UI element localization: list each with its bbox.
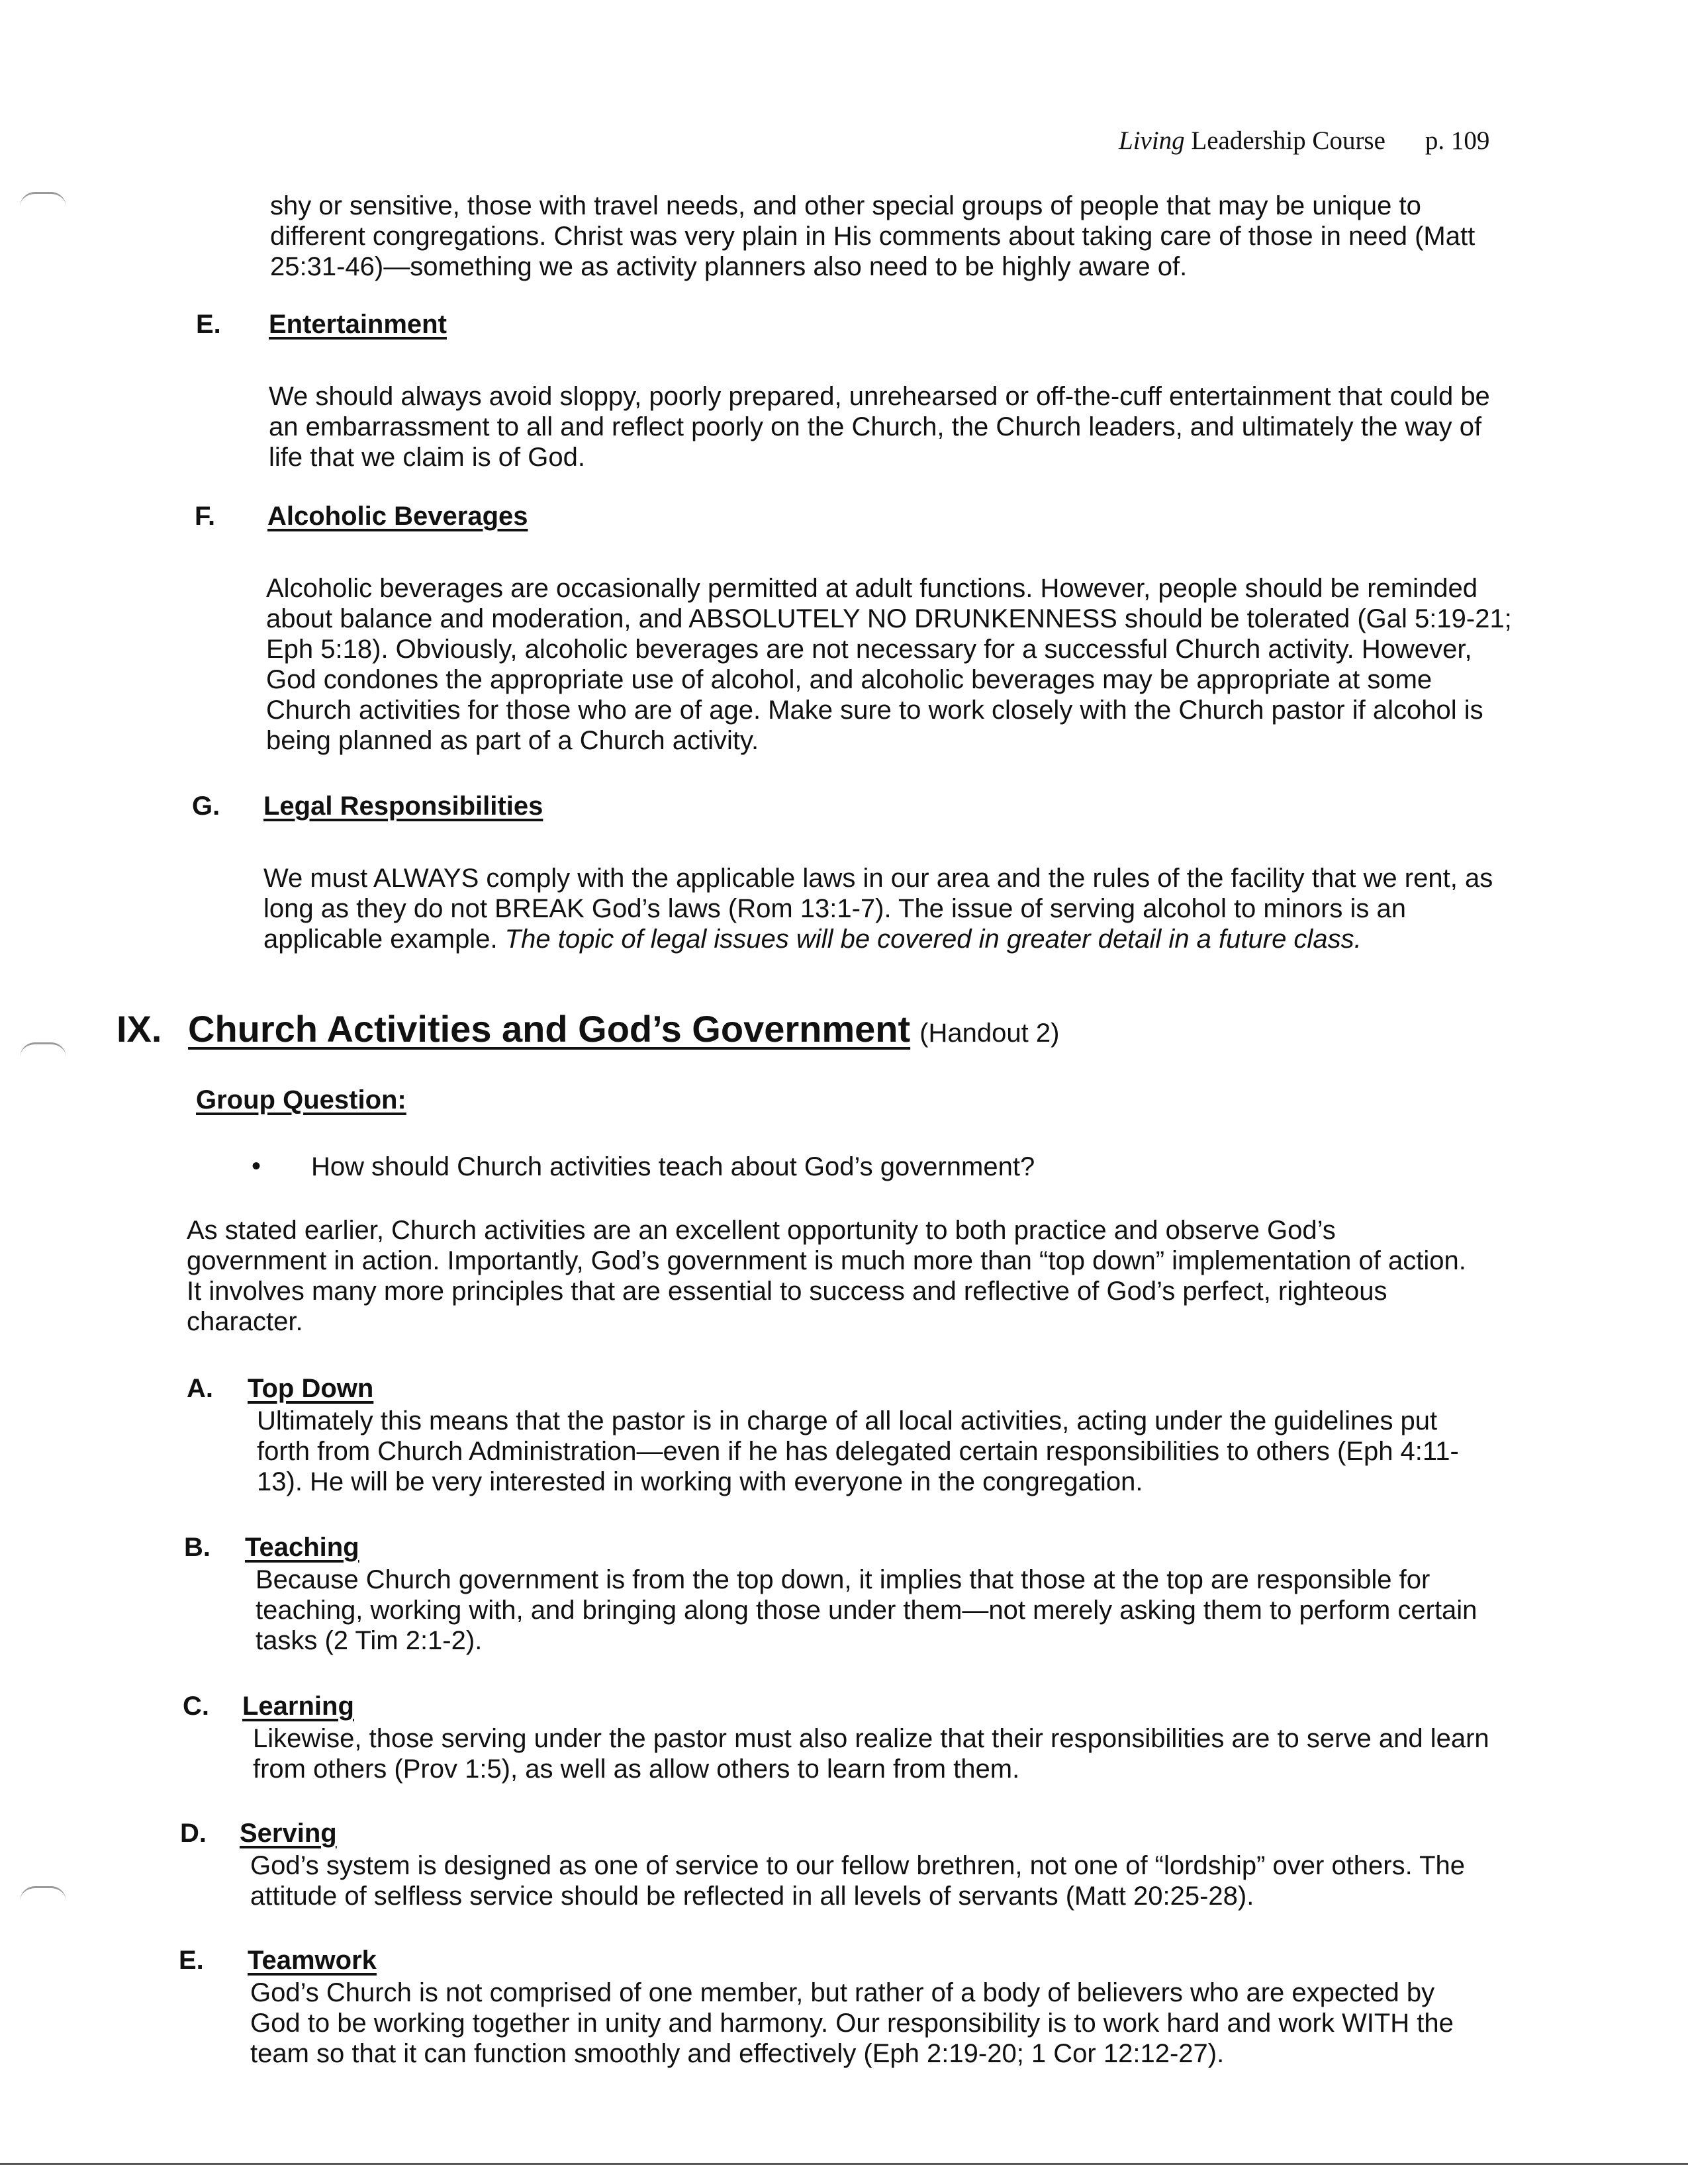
teaching-body: Because Church government is from the top down, it implies that those at the top are responsible for teaching, working with, and bringing along those under them—not merely asking them to perform certain tasks (2 Tim 2:1-2). [256, 1565, 1477, 1655]
course-name-italic: Living [1119, 126, 1185, 155]
legal-body-text: We must ALWAYS comply with the applicable laws in our area and the rules of the facility that we rent, as long as they do not BREAK God’s laws (Rom 13:1-7). The issue of serving alcohol to minors is an applicable example. [263, 864, 1493, 954]
item-letter: F. [195, 502, 216, 531]
item-letter: B. [184, 1533, 211, 1562]
punch-hole-mark-top [20, 192, 66, 207]
group-question-text: How should Church activities teach about God’s government? [311, 1152, 1035, 1181]
scan-bottom-edge [0, 2163, 1688, 2165]
handout-note: (Handout 2) [919, 1019, 1060, 1048]
alcoholic-beverages-heading: Alcoholic Beverages [267, 502, 528, 531]
section-title [188, 1007, 1059, 1050]
punch-hole-mark-middle [20, 1042, 66, 1058]
item-letter: D. [180, 1819, 207, 1848]
punch-hole-mark-bottom [20, 1886, 66, 1901]
teaching-heading: Teaching [245, 1533, 359, 1562]
item-letter: A. [187, 1374, 213, 1403]
group-question-label: Group Question: [196, 1085, 406, 1115]
course-name: Leadership Course [1184, 126, 1385, 155]
legal-body-italic-note: The topic of legal issues will be covered in greater detail in a future class. [497, 925, 1362, 954]
top-down-body: Ultimately this means that the pastor is in charge of all local activities, acting under the guidelines put forth from Church Administration—even if he has delegated certain responsibilities to others (Eph 4:11-13). He will be very interested in working with everyone in the congregation. [257, 1406, 1459, 1496]
top-down-heading: Top Down [248, 1374, 374, 1403]
page-number: p. 109 [1425, 126, 1490, 155]
serving-heading: Serving [240, 1819, 337, 1848]
item-letter: E. [179, 1946, 204, 1975]
learning-heading: Learning [242, 1692, 354, 1721]
serving-body: God’s system is designed as one of service to our fellow brethren, not one of “lordship” over others. The attitude of selfless service should be reflected in all levels of servants (Matt 20:25-28). [250, 1851, 1466, 1911]
legal-responsibilities-heading: Legal Responsibilities [263, 792, 543, 821]
running-header [1119, 126, 1489, 156]
entertainment-heading: Entertainment [269, 310, 447, 339]
learning-body: Likewise, those serving under the pastor must also realize that their responsibilities are to serve and learn from others (Prov 1:5), as well as allow others to learn from them. [253, 1724, 1489, 1784]
alcoholic-beverages-body: Alcoholic beverages are occasionally permitted at adult functions. However, people should be reminded about balance and moderation, and ABSOLUTELY NO DRUNKENNESS should be tolerated (Gal 5:19-21; Eph 5:18). Obviously, alcoholic beverages are not necessary for a successful Church activity. However, God condones the appropriate use of alcohol, and alcoholic beverages may be appropriate at some Church activities for those who are of age. Make sure to work closely with the Church pastor if alcohol is being planned as part of a Church activity. [266, 574, 1512, 755]
section-intro-paragraph: As stated earlier, Church activities are an excellent opportunity to both practice and observe God’s government in action. Importantly, God’s government is much more than “top down” implementation of action. It involves many more principles that are essential to success and reflective of God’s perfect, righteous character. [187, 1216, 1466, 1336]
section-title-text: Church Activities and God’s Government [188, 1008, 911, 1050]
intro-paragraph: shy or sensitive, those with travel needs, and other special groups of people that may be unique to different congregations. Christ was very plain in His comments about taking care of those in need (Matt 25:31-46)—something we as activity planners also need to be highly aware of. [270, 191, 1476, 281]
entertainment-body: We should always avoid sloppy, poorly prepared, unrehearsed or off-the-cuff entertainment that could be an embarrassment to all and reflect poorly on the Church, the Church leaders, and ultimately the way of life that we claim is of God. [269, 382, 1490, 472]
legal-responsibilities-body [263, 863, 1518, 954]
section-number: IX. [117, 1008, 162, 1050]
item-letter: E. [196, 310, 221, 339]
item-letter: G. [192, 792, 220, 821]
teamwork-heading: Teamwork [248, 1946, 377, 1975]
teamwork-body: God’s Church is not comprised of one member, but rather of a body of believers who are expected by God to be working together in unity and harmony. Our responsibility is to work hard and work WITH the team so that it can function smoothly and effectively (Eph 2:19-20; 1 Cor 12:12-27). [250, 1978, 1454, 2068]
item-letter: C. [183, 1692, 209, 1721]
bullet-dot: • [252, 1152, 261, 1181]
